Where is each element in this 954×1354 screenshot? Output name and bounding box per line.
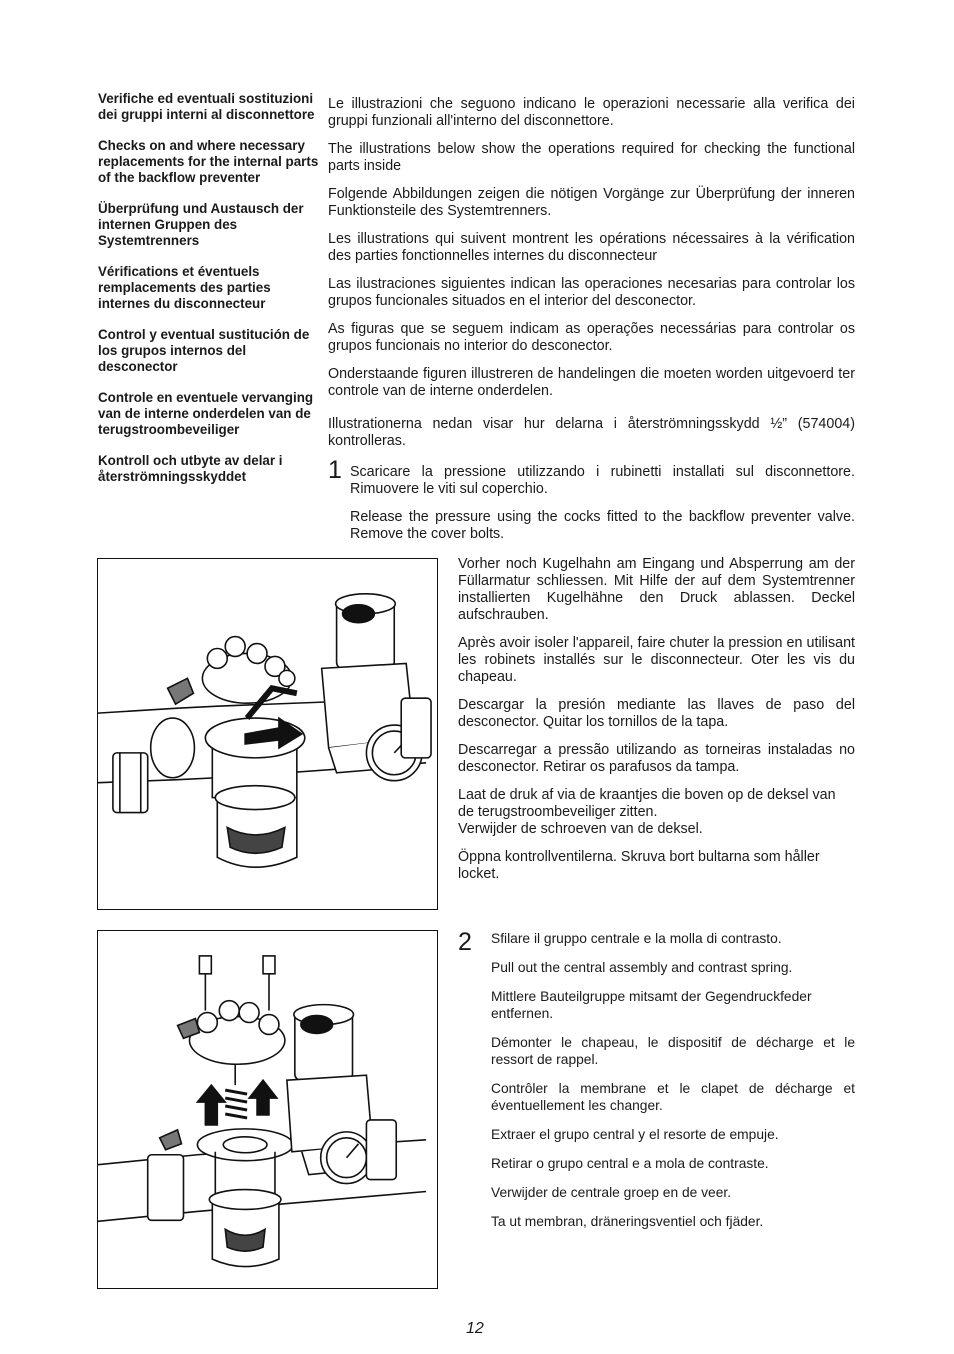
step-2-de: Mittlere Bauteilgruppe mitsamt der Gegendruckfeder entfernen. <box>491 989 812 1021</box>
figure-2-illustration <box>98 931 437 1288</box>
step-1-en: Release the pressure using the cocks fitted to the backflow preventer valve. Remove the cover bolts. <box>350 509 855 542</box>
heading-sv: Kontroll och utbyte av delar i återströmningsskyddet <box>98 453 283 484</box>
figure-2-central-assembly <box>97 930 438 1289</box>
intro-de: Folgende Abbildungen zeigen die nötigen Vorgänge zur Überprüfung der inneren Funktionsteile des Systemtrenners. <box>328 186 855 219</box>
step-2-es: Extraer el grupo central y el resorte de empuje. <box>491 1127 779 1142</box>
heading-fr: Vérifications et éventuels remplacements des parties internes du disconnecteur <box>98 264 271 311</box>
heading-de: Überprüfung und Austausch der internen Gruppen des Systemtrenners <box>98 201 304 248</box>
intro-pt: As figuras que se seguem indicam as operações necessárias para controlar os grupos funcionais no interior do desconector. <box>328 321 855 354</box>
step-1-side-text <box>458 556 855 894</box>
step-2-number: 2 <box>458 928 472 956</box>
step-1-fr: Après avoir isoler l'appareil, faire chuter la pression en utilisant les robinets installés sur le disconnecteur. Oter les vis du chapeau. <box>458 635 855 685</box>
section-headings <box>98 91 324 500</box>
intro-fr: Les illustrations qui suivent montrent les opérations nécessaires à la vérification des parties fonctionnelles internes du disconnecteur <box>328 231 855 264</box>
figure-1-pressure-release <box>97 558 438 910</box>
step-1-de: Vorher noch Kugelhahn am Eingang und Absperrung am der Füllarmatur schliessen. Mit Hilfe der auf dem Systemtrenner installierten Kugelhähne den Druck ablassen. Deckel aufschrauben. <box>458 556 855 623</box>
step-1-number: 1 <box>328 456 342 484</box>
intro-sv: Illustrationerna nedan visar hur delarna i återströmningsskydd ½” (574004) kontrolleras. <box>328 416 855 449</box>
step-1-es: Descargar la presión mediante las llaves de paso del desconector. Quitar los tornillos de la tapa. <box>458 697 855 730</box>
step-2-sv: Ta ut membran, dräneringsventiel och fjäder. <box>491 1214 764 1229</box>
page-number: 12 <box>466 1320 484 1337</box>
step-1-sv: Öppna kontrollventilerna. Skruva bort bultarna som håller locket. <box>458 849 820 882</box>
heading-it: Verifiche ed eventuali sostituzioni dei gruppi interni al disconnettore <box>98 91 315 122</box>
intro-it: Le illustrazioni che seguono indicano le operazioni necessarie alla verifica dei gruppi funzionali all'interno del disconnettore. <box>328 96 855 129</box>
step-2-pt: Retirar o grupo central e a mola de contraste. <box>491 1156 769 1171</box>
step-2-fr-check: Contrôler la membrane et le clapet de décharge et éventuellement les changer. <box>491 1081 855 1113</box>
intro-en: The illustrations below show the operations required for checking the functional parts inside <box>328 141 855 174</box>
step-2-nl: Verwijder de centrale groep en de veer. <box>491 1185 732 1200</box>
figure-1-illustration <box>98 559 437 909</box>
intro-nl: Onderstaande figuren illustreren de handelingen die moeten worden uitgevoerd ter controle van de interne onderdelen. <box>328 366 855 399</box>
step-1-pt: Descarregar a pressão utilizando as torneiras instaladas no desconector. Retirar os parafusos da tampa. <box>458 742 855 775</box>
intro-es: Las ilustraciones siguientes indican las operaciones necesarias para controlar los grupos funcionales situados en el interior del desconector. <box>328 276 855 309</box>
step-2-fr: Démonter le chapeau, le dispositif de décharge et le ressort de rappel. <box>491 1035 855 1067</box>
step-1-nl: Laat de druk af via de kraantjes die boven op de deksel van de terugstroombeveiliger zitten. Verwijder de schroeven van de deksel. <box>458 787 836 837</box>
step-2-text <box>491 930 855 1242</box>
step-2-it: Sfilare il gruppo centrale e la molla di contrasto. <box>491 931 782 946</box>
step-1-text <box>350 464 855 554</box>
heading-nl: Controle en eventuele vervanging van de interne onderdelen van de terugstroombeveiliger <box>98 390 314 437</box>
step-2-en: Pull out the central assembly and contrast spring. <box>491 960 793 975</box>
heading-en: Checks on and where necessary replacements for the internal parts of the backflow preventer <box>98 138 319 185</box>
step-1-it: Scaricare la pressione utilizzando i rubinetti installati sul disconnettore. Rimuovere le viti sul coperchio. <box>350 464 855 497</box>
intro-text <box>328 96 855 461</box>
heading-es: Control y eventual sustitución de los grupos internos del desconector <box>98 327 310 374</box>
